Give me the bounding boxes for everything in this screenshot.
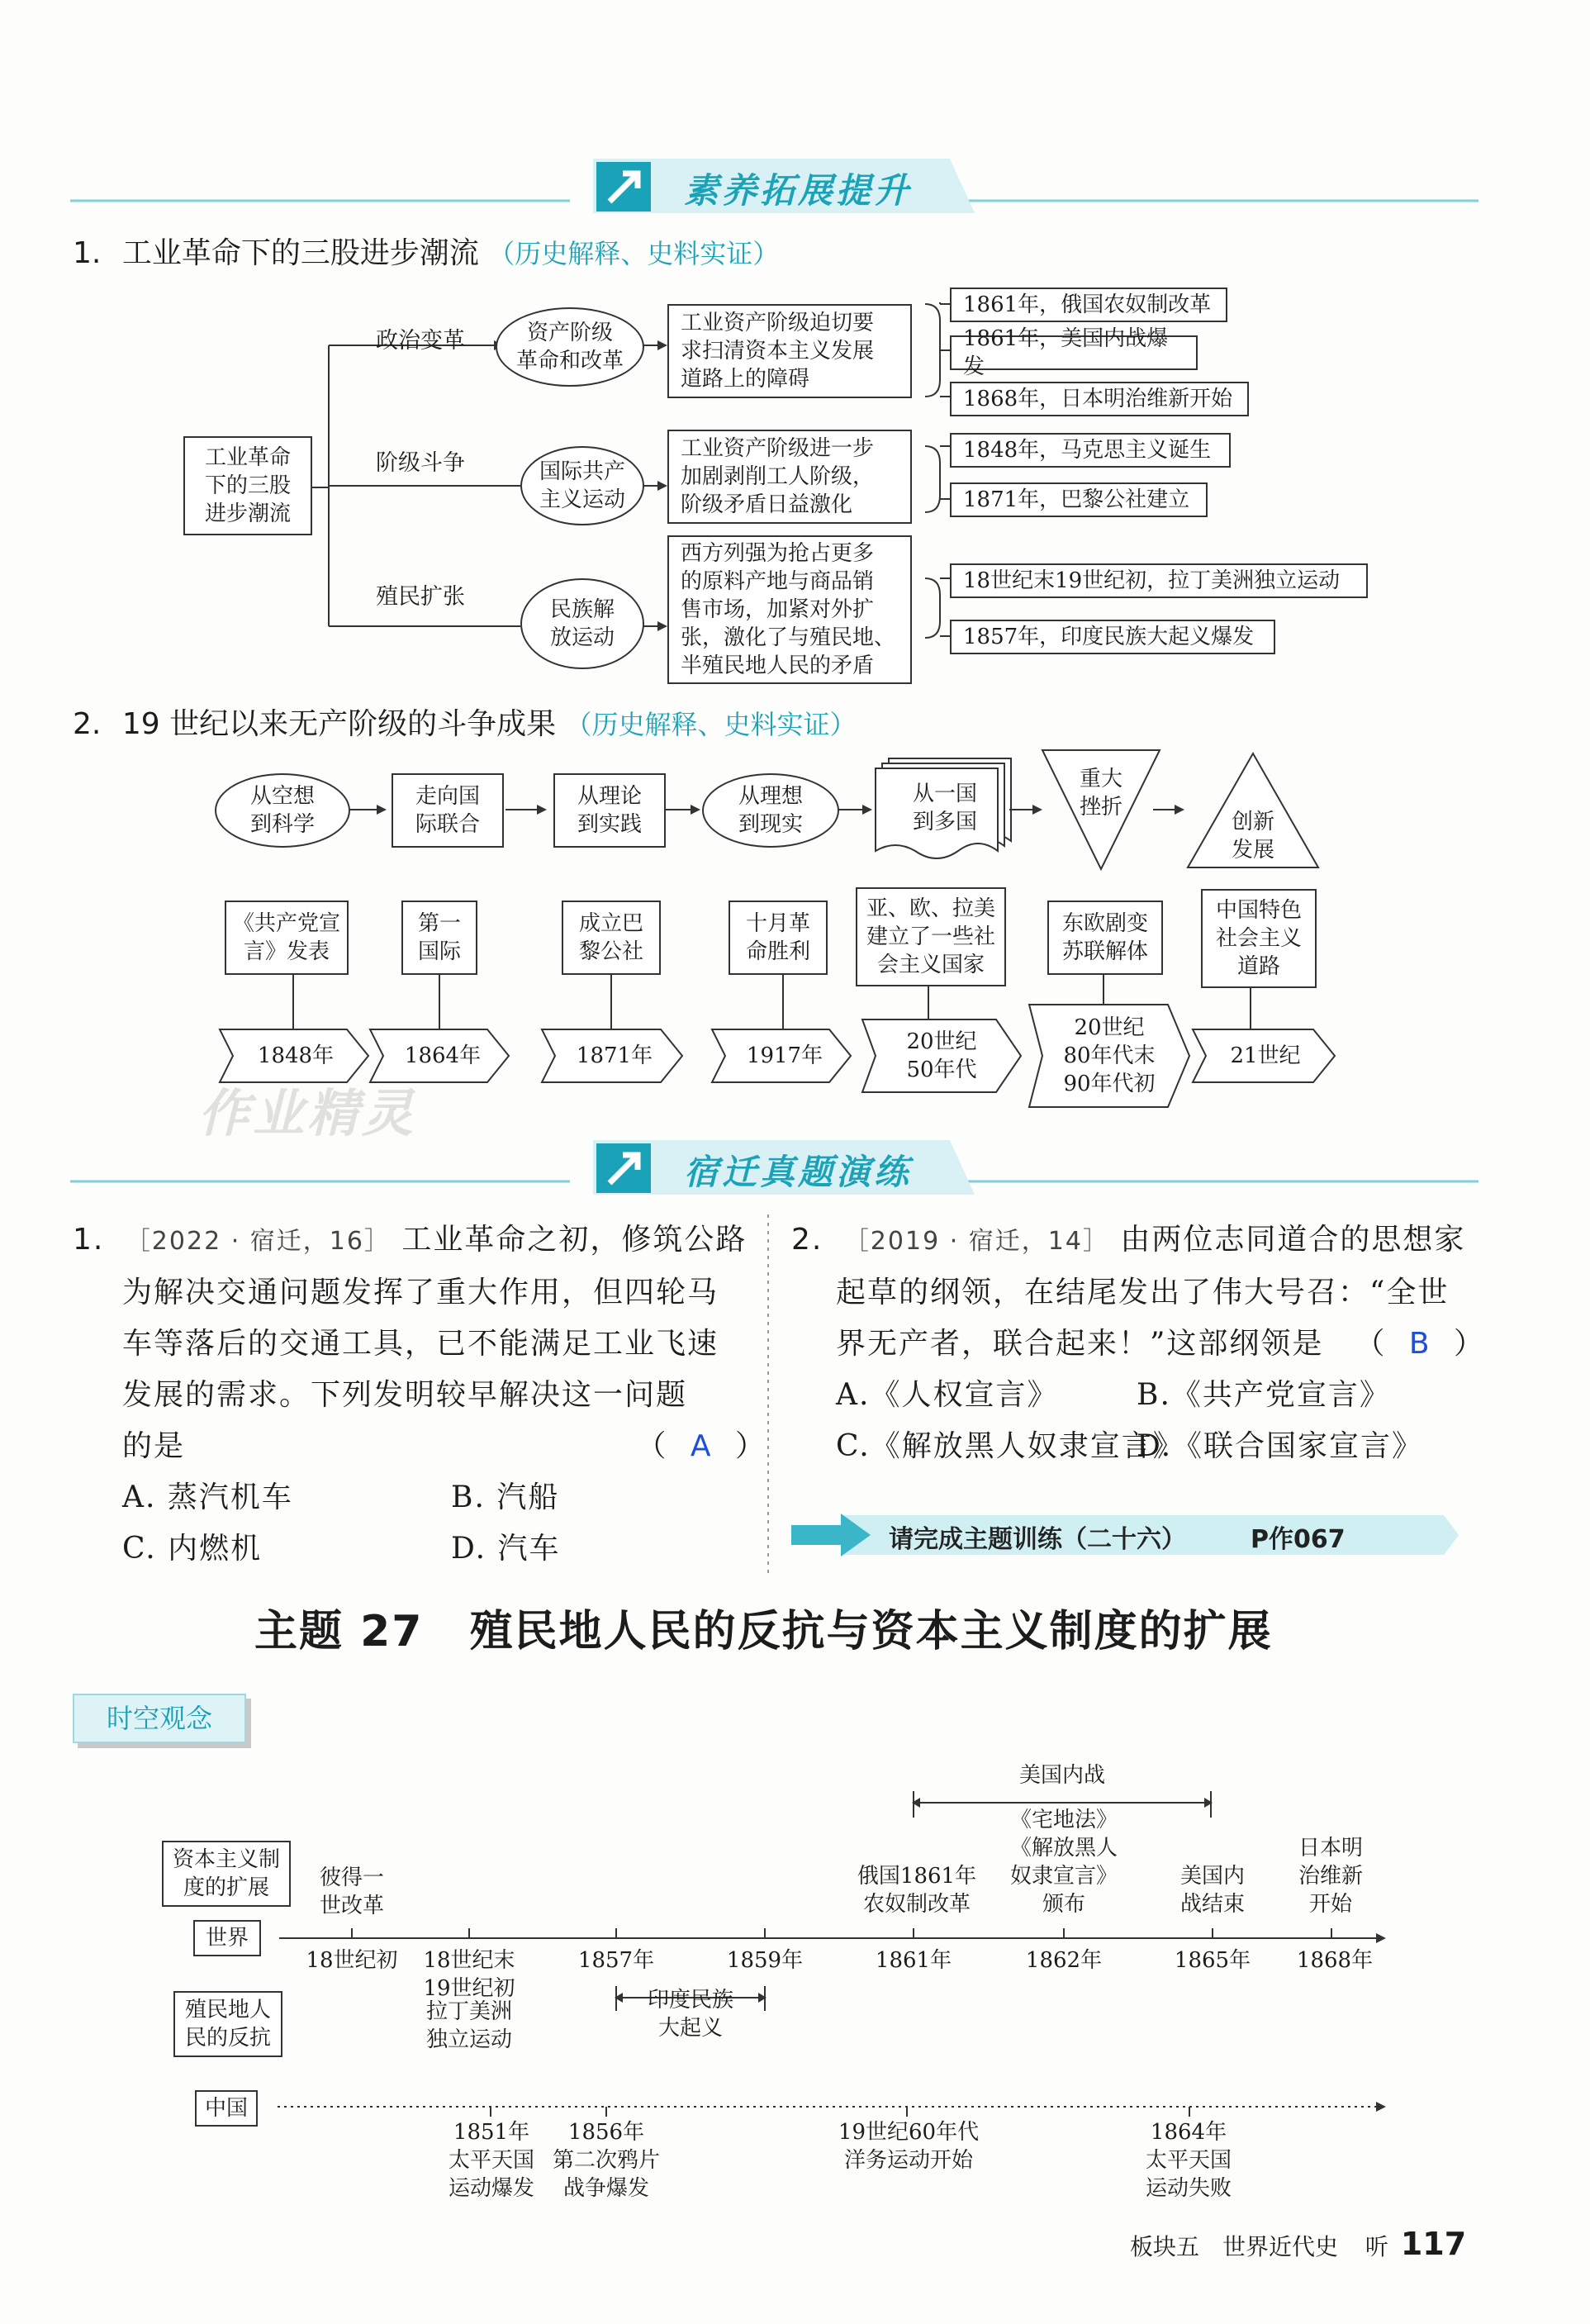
mc2-answer: B (1408, 1327, 1431, 1361)
q2-event-line: 会主义国家 (876, 953, 985, 977)
event-line: 洋务运动开始 (843, 2148, 973, 2173)
event-line: 世改革 (319, 1894, 384, 1918)
event-line: 农奴制改革 (862, 1892, 971, 1917)
row-label-china: 中国 (195, 2090, 258, 2127)
row-label-world: 世界 (193, 1920, 261, 1956)
q2-stage-line: 到现实 (738, 812, 803, 837)
training-page: P作067 (1251, 1525, 1346, 1554)
q2-event-line: 黎公社 (578, 939, 643, 964)
q2-stage-line: 从空想 (249, 784, 315, 809)
event-line: 《解放黑人 (1009, 1836, 1118, 1861)
china-event (1127, 2118, 1251, 2203)
event-line: 《宅地法》 (1009, 1808, 1118, 1832)
q2-stage-line: 到多国 (912, 810, 977, 834)
footer (1130, 2226, 1466, 2262)
q1-node-line: 资产阶级 (526, 321, 613, 345)
china-tick: 1851年 (453, 2120, 530, 2145)
china-event (540, 2118, 672, 2203)
row-label-line: 资本主义制 (172, 1847, 280, 1872)
mc1-stem-line: 车等落后的交通工具，已不能满足工业飞速 (122, 1327, 719, 1361)
q2-event-line: 社会主义 (1215, 926, 1302, 951)
q1-title: 工业革命下的三股进步潮流 (121, 236, 479, 270)
event-line: 太平天国 (448, 2148, 534, 2173)
event-line: 印度民族 (647, 1988, 733, 2013)
capitalism-event (302, 1864, 401, 1920)
q2-stage-line: 到科学 (249, 812, 315, 837)
mc1-option-d[interactable]: D. 汽车 (451, 1532, 561, 1566)
q2-event-line: 命胜利 (745, 939, 810, 964)
capitalism-event (1285, 1834, 1376, 1918)
mc1-source: ［2022 · 宿迁，16］ (125, 1227, 391, 1256)
q2-stage-line: 重大 (1079, 767, 1122, 791)
q1-event-box: 1868年，日本明治维新开始 (950, 382, 1249, 416)
event-line: 大起义 (657, 2016, 723, 2041)
colonial-event (633, 1986, 748, 2042)
mc2-stem-line: 起草的纲领，在结尾发出了伟大号召：“全世 (836, 1276, 1450, 1309)
q2-stage-line: 走向国 (415, 784, 480, 809)
q2-year: 1848年 (257, 1043, 335, 1068)
world-tick: 1861年 (875, 1948, 952, 1973)
q1-node-line: 放运动 (549, 625, 615, 650)
q2-year: 1871年 (576, 1043, 653, 1068)
mc1-stem-line: 工业革命之初，修筑公路 (401, 1223, 748, 1257)
mc2-stem-line: 由两位志同道合的思想家 (1120, 1223, 1466, 1257)
event-line: 彼得一 (319, 1865, 384, 1890)
q1-event-box: 1871年，巴黎公社建立 (950, 482, 1208, 517)
row-label-capitalism (162, 1841, 291, 1907)
civil-war-label: 美国内战 (1018, 1763, 1105, 1788)
event-line: 治维新 (1298, 1864, 1363, 1889)
watermark: 作业精灵 (198, 1083, 417, 1143)
row-label-line: 度的扩展 (183, 1875, 269, 1900)
row-label-line: 殖民地人 (184, 1998, 271, 2022)
event-line: 美国内 (1179, 1864, 1245, 1889)
q1-number: 1. (73, 236, 102, 270)
q2-event-line: 言》发表 (243, 939, 330, 964)
event-line: 开始 (1308, 1892, 1352, 1917)
event-line: 运动失败 (1145, 2176, 1232, 2201)
mc2-number: 2. (791, 1223, 823, 1257)
event-line: 第二次鸦片 (552, 2148, 660, 2173)
q2-event-line: 国际 (417, 939, 461, 964)
capitalism-event (998, 1806, 1130, 1918)
paren: （ (636, 1429, 668, 1463)
china-tick: 19世纪60年代 (838, 2120, 980, 2145)
q2-event-line: 苏联解体 (1061, 939, 1148, 964)
q1-desc-line: 求扫清资本主义发展 (681, 339, 875, 364)
q1-desc-line: 的原料产地与商品销 (681, 569, 875, 594)
mc2-source: ［2019 · 宿迁，14］ (843, 1227, 1109, 1256)
world-tick: 1868年 (1296, 1948, 1374, 1973)
q1-root-line: 下的三股 (204, 473, 291, 498)
q1-desc-line: 张，激化了与殖民地、 (681, 625, 896, 650)
capitalism-event (1163, 1862, 1262, 1918)
listen-icon[interactable]: 听 (1365, 2233, 1388, 2260)
event-line: 太平天国 (1145, 2148, 1232, 2173)
world-tick-line: 19世纪初 (423, 1976, 515, 2001)
mc1-number: 1. (73, 1223, 105, 1257)
event-line: 独立运动 (425, 2027, 512, 2052)
q1-node-line: 革命和改革 (515, 349, 624, 373)
q1-node-line: 国际共产 (539, 459, 625, 484)
china-event (430, 2118, 553, 2203)
q1-desc-line: 加剧剥削工人阶级， (681, 464, 875, 489)
mc1-answer: A (690, 1429, 713, 1463)
event-line: 颁布 (1042, 1892, 1085, 1917)
q1-node-line: 主义运动 (539, 487, 625, 512)
q1-desc-line: 西方列强为抢占更多 (681, 541, 875, 566)
q2-stage-line: 发展 (1231, 838, 1274, 863)
q2-year-line: 90年代初 (1063, 1072, 1156, 1096)
world-tick: 1862年 (1025, 1948, 1103, 1973)
mc1-stem-line: 为解决交通问题发挥了重大作用，但四轮马 (122, 1276, 719, 1309)
q1-edge-label: 殖民扩张 (376, 584, 465, 610)
training-text: 请完成主题训练（二十六） (889, 1525, 1186, 1554)
mc2-option-b[interactable]: B.《共产党宣言》 (1137, 1378, 1391, 1412)
q1-event-box: 1861年，美国内战爆发 (950, 335, 1198, 370)
paren: （ (1355, 1327, 1387, 1361)
event-line: 战争爆发 (562, 2176, 649, 2201)
q2-event-line: 建立了一些社 (866, 924, 995, 949)
mc1-stem-line: 的是 (122, 1429, 186, 1463)
mc1-option-b[interactable]: B. 汽船 (451, 1480, 560, 1514)
paren: ） (1453, 1327, 1485, 1361)
q2-stage-line: 到实践 (577, 812, 642, 837)
q1-event-box: 1848年，马克思主义诞生 (950, 433, 1231, 468)
q2-event-line: 《共产党宣 (232, 911, 340, 936)
q2-stage-line: 从理论 (577, 784, 642, 809)
row-label-colonial (173, 1991, 282, 2057)
paren: ） (734, 1429, 767, 1463)
mc2-stem-line: 界无产者，联合起来！”这部纲领是 (836, 1327, 1324, 1361)
page-number: 117 (1400, 2226, 1467, 2262)
q1-event-box: 18世纪末19世纪初，拉丁美洲独立运动 (950, 563, 1368, 598)
row-label-line: 民的反抗 (184, 2026, 271, 2051)
q2-stage-line: 从理想 (738, 784, 803, 809)
q1-event-box: 1861年，俄国农奴制改革 (950, 288, 1227, 322)
china-event (818, 2118, 999, 2174)
world-tick: 1857年 (577, 1948, 655, 1973)
china-tick: 1856年 (567, 2120, 645, 2145)
q2-year: 21世纪 (1230, 1043, 1301, 1068)
world-tick: 18世纪初 (306, 1948, 398, 1973)
q1-root-line: 进步潮流 (204, 501, 291, 526)
mc2-option-d[interactable]: D.《联合国家宣言》 (1137, 1429, 1424, 1463)
mc1-stem-line: 发展的需求。下列发明较早解决这一问题 (122, 1378, 688, 1412)
q1-root-line: 工业革命 (204, 445, 291, 470)
world-tick: 1859年 (726, 1948, 804, 1973)
event-line: 运动爆发 (448, 2176, 534, 2201)
q2-year-line: 20世纪 (1074, 1015, 1145, 1040)
china-tick: 1864年 (1150, 2120, 1227, 2145)
event-line: 俄国1861年 (857, 1864, 977, 1889)
q2-year-line: 50年代 (906, 1057, 977, 1082)
event-line: 战结束 (1179, 1892, 1245, 1917)
q2-year: 1917年 (746, 1043, 823, 1068)
q2-event-line: 中国特色 (1215, 898, 1302, 923)
mc2-option-c[interactable]: C.《解放黑人奴隶宣言》 (836, 1429, 1184, 1463)
q2-year-line: 20世纪 (906, 1029, 977, 1054)
q1-edge-label: 政治变革 (376, 328, 465, 354)
q2-event-line: 十月革 (745, 911, 810, 936)
q2-event-line: 道路 (1236, 954, 1280, 979)
q2-event-line: 东欧剧变 (1061, 911, 1148, 936)
world-tick: 1865年 (1174, 1948, 1251, 1973)
q1-desc-line: 工业资产阶级进一步 (681, 436, 875, 461)
q1-tag: （历史解释、史料实证） (488, 238, 780, 269)
world-tick (411, 1946, 527, 2003)
q1-node-line: 民族解 (549, 597, 615, 622)
q2-event-line: 第一 (417, 911, 461, 936)
colonial-event (411, 1998, 527, 2054)
q2-stage-line: 挫折 (1079, 795, 1122, 820)
mc1-option-a[interactable]: A. 蒸汽机车 (122, 1480, 293, 1514)
footer-section: 板块五 世界近代史 (1130, 2233, 1339, 2260)
spacetime-tag: 时空观念 (73, 1694, 246, 1743)
q1-desc-line: 售市场，加紧对外扩 (681, 597, 875, 622)
q2-number: 2. (73, 707, 102, 741)
q2-title: 19 世纪以来无产阶级的斗争成果 (121, 707, 557, 741)
section2-title: 宿迁真题演练 (684, 1152, 913, 1192)
event-line: 拉丁美洲 (425, 1999, 512, 2024)
q2-stage-line: 创新 (1231, 810, 1274, 834)
q1-edge-label: 阶级斗争 (376, 450, 465, 476)
event-line: 奴隶宣言》 (1009, 1864, 1118, 1889)
q2-event-line: 亚、欧、拉美 (866, 896, 995, 921)
q2-tag: （历史解释、史料实证） (565, 709, 857, 740)
topic-number: 主题 27 (254, 1607, 424, 1656)
mc1-option-c[interactable]: C. 内燃机 (122, 1532, 263, 1566)
q1-desc-line: 道路上的障碍 (681, 367, 810, 392)
section1-title: 素养拓展提升 (684, 170, 913, 211)
q1-desc-line: 工业资产阶级迫切要 (681, 311, 875, 335)
capitalism-event (851, 1862, 983, 1918)
q2-stage-line: 际联合 (415, 812, 480, 837)
topic-text: 殖民地人民的反抗与资本主义制度的扩展 (469, 1607, 1273, 1656)
q2-stage-line: 从一国 (912, 782, 977, 806)
q1-desc-line: 阶级矛盾日益激化 (681, 492, 853, 517)
q2-event-line: 成立巴 (578, 911, 643, 936)
q2-year-line: 80年代末 (1063, 1043, 1156, 1068)
q1-desc-line: 半殖民地人民的矛盾 (681, 653, 875, 678)
world-tick-line: 18世纪末 (423, 1948, 515, 1973)
q2-year: 1864年 (404, 1043, 482, 1068)
event-line: 日本明 (1298, 1836, 1363, 1861)
mc2-option-a[interactable]: A.《人权宣言》 (836, 1378, 1059, 1412)
q1-event-box: 1857年，印度民族大起义爆发 (950, 620, 1275, 654)
